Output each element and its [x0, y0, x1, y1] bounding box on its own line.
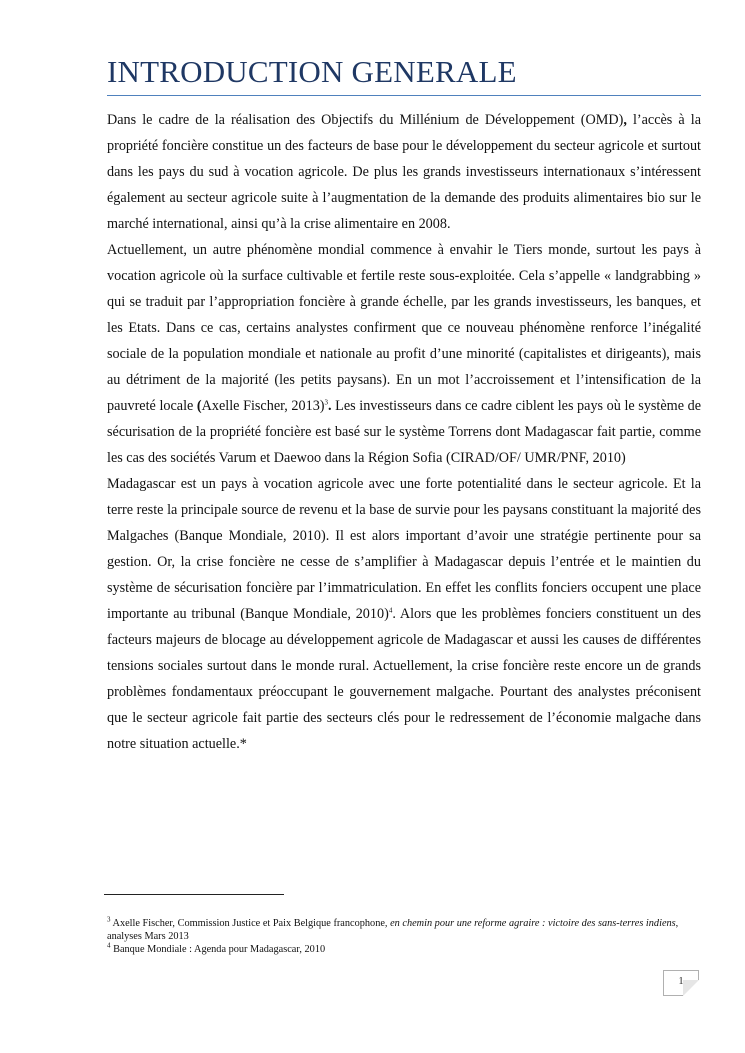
footnote-4: [107, 943, 701, 956]
p2-text-e: Les investisseurs dans ce cadre ciblent les pays où le système de sécurisation de la propriété foncière est basé sur le système Torrens dont Madagascar fait partie, comme les cas des sociétés Varum et Daewoo dans la Région Sofia (CIRAD/OF/ UMR/PNF, 2010): [107, 398, 701, 466]
footnotes: [107, 917, 701, 956]
page-number-badge: [663, 970, 699, 996]
p1-text-c: l’accès à la propriété foncière constitue un des facteurs de base pour le développement du secteur agricole et surtout dans les pays du sud à vocation agricole. De plus les grands investisseurs internationaux s’intéressent également au secteur agricole suite à l’augmentation de la demande des produits alimentaires bio sur le marché international, ainsi qu’à la crise alimentaire en 2008.: [107, 112, 701, 232]
paragraph-3: [107, 471, 701, 757]
paragraph-2: [107, 237, 701, 471]
p3-text-b: . Alors que les problèmes fonciers constituent un des facteurs majeurs de blocage au développement agricole de Madagascar et aussi les causes de différentes tensions sociales surtout dans le monde rural. Actuellement, la crise foncière reste encore un de grands problèmes fondamentaux préoccupant le gouvernement malgache. Pourtant des analystes préconisent que le secteur agricole fait partie des secteurs clés pour le redressement de l’économie malgache dans notre situation actuelle.*: [107, 606, 701, 752]
footnote-4-number: 4: [107, 941, 111, 950]
footnote-3-number: 3: [107, 915, 111, 924]
p2-bold-paren: (: [196, 398, 202, 414]
p1-bold-comma: ,: [623, 112, 627, 128]
p2-bold-period: .: [328, 398, 332, 414]
p2-text-a: Actuellement, un autre phénomène mondial commence à envahir le Tiers monde, surtout les pays à vocation agricole où la surface cultivable et fertile reste sous-exploitée. Cela s’appelle « landgrabbing » qui se traduit par l’appropriation foncière à grande échelle, par les grands investisseurs, les banques, et les Etats. Dans ce cas, certains analystes confirment que ce nouveau phénomène renforce l’inégalité sociale de la population mondiale et nationale au profit d’une minorité (capitalistes et dirigeants), mais au détriment de la majorité (les petits paysans). En un mot l’accroissement et l’intensification de la pauvreté locale: [107, 242, 701, 414]
page-number: 1: [678, 976, 684, 987]
footnote-3-comma: ,: [384, 918, 391, 929]
body-text: [107, 107, 701, 757]
footnote-ref-3[interactable]: 3: [324, 398, 329, 407]
page-title: INTRODUCTION GENERALE: [107, 54, 517, 89]
footnote-separator: [104, 894, 284, 895]
title-underline: [107, 95, 701, 96]
paragraph-1: [107, 107, 701, 237]
footnote-3-title: en chemin pour une reforme agraire : victoire des sans-terres indiens: [390, 918, 676, 929]
footnote-ref-4[interactable]: 4: [388, 606, 393, 615]
footnote-3-text: Axelle Fischer, Commission Justice et Paix Belgique francophone: [110, 918, 385, 929]
p2-citation: Axelle Fischer, 2013): [201, 398, 325, 414]
p1-text-a: Dans le cadre de la réalisation des Objectifs du Millénium de Développement (OMD): [107, 112, 624, 128]
footnote-3-tail: , analyses Mars 2013: [107, 918, 679, 942]
footnote-4-text: Banque Mondiale : Agenda pour Madagascar, 2010: [110, 944, 326, 955]
footnote-3: [107, 917, 701, 943]
p3-text-a: Madagascar est un pays à vocation agricole avec une forte potentialité dans le secteur agricole. Et la terre reste la principale source de revenu et la base de survie pour les paysans constituant la majorité des Malgaches (Banque Mondiale, 2010). Il est alors important d’avoir une stratégie pertinente pour sa gestion. Or, la crise foncière ne cesse de s’amplifier à Madagascar depuis l’entrée et le maintien du système de sécurisation foncière par l’immatriculation. En effet les conflits fonciers occupent une place importante au tribunal (Banque Mondiale, 2010): [107, 476, 701, 622]
